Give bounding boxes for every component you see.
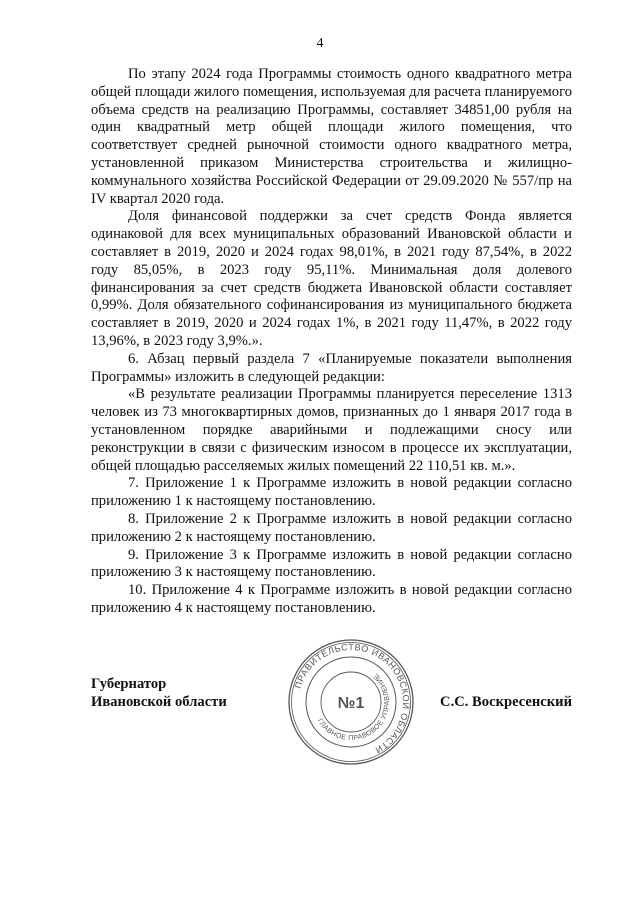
signatory-name: С.С. Воскресенский: [440, 694, 572, 710]
seal-outer-text: ПРАВИТЕЛЬСТВО ИВАНОВСКОЙ ОБЛАСТИ: [292, 641, 412, 756]
paragraph-financing-share: Доля финансовой поддержки за счет средств Фонда является одинаковой для всех муниципальных образований Ивановской области и составляет в 2019, 2020 и 2024 годах 98,01%, в 2021 году 87,54%, в 2022 году 85,05%, в 2023 году 95,11%. Минимальная доля долевого финансирования за счет средств бюджета Ивановской области составляет 0,99%. Доля обязательного софинансирования из муниципального бюджета составляет в 2019, 2020 и 2024 годах 1%, в 2021 году 11,47%, в 2022 году 13,96%, в 2023 году 3,9%.».: [91, 208, 572, 349]
paragraph-cost-per-meter: По этапу 2024 года Программы стоимость одного квадратного метра общей площади жилого помещения, используемая для расчета планируемого объема средств на реализацию Программы, составляет 34851,00 рубля на один квадратный метр общей площади жилого помещения, что соответствует средней рыночной стоимости одного квадратного метра, установленной приказом Министерства строительства и жилищно-коммунального хозяйства Российской Федерации от 29.09.2020 № 557/пр на IV квартал 2020 года.: [91, 66, 572, 207]
paragraph-item-9: 9. Приложение 3 к Программе изложить в новой редакции согласно приложению 3 к настоящему постановлению.: [91, 546, 572, 581]
signatory-region: Ивановской области: [91, 693, 227, 710]
paragraph-item-7: 7. Приложение 1 к Программе изложить в новой редакции согласно приложению 1 к настоящему постановлению.: [91, 475, 572, 510]
paragraph-resettlement-quote: «В результате реализации Программы планируется переселение 1313 человек из 73 многоквартирных домов, признанных до 1 января 2017 года в установленном порядке аварийными и подлежащими сносу или реконструкции в связи с физическим износом в процессе их эксплуатации, общей площадью расселяемых жилых помещений 22 110,51 кв. м.».: [91, 386, 572, 474]
signatory-title: Губернатор: [91, 676, 167, 692]
official-seal-stamp: [287, 638, 415, 766]
seal-inner-text: ГЛАВНОЕ ПРАВОВОЕ УПРАВЛЕНИЕ: [315, 671, 392, 743]
page-number: 4: [316, 36, 324, 51]
paragraph-item-6: 6. Абзац первый раздела 7 «Планируемые показатели выполнения Программы» изложить в следующей редакции:: [91, 350, 572, 385]
paragraph-item-10: 10. Приложение 4 к Программе изложить в новой редакции согласно приложению 4 к настоящему постановлению.: [91, 582, 572, 616]
signatory-position: [91, 676, 227, 712]
document-body: [91, 66, 572, 618]
paragraph-item-8: 8. Приложение 2 к Программе изложить в новой редакции согласно приложению 2 к настоящему постановлению.: [91, 510, 572, 545]
seal-center-number: №1: [337, 695, 365, 712]
